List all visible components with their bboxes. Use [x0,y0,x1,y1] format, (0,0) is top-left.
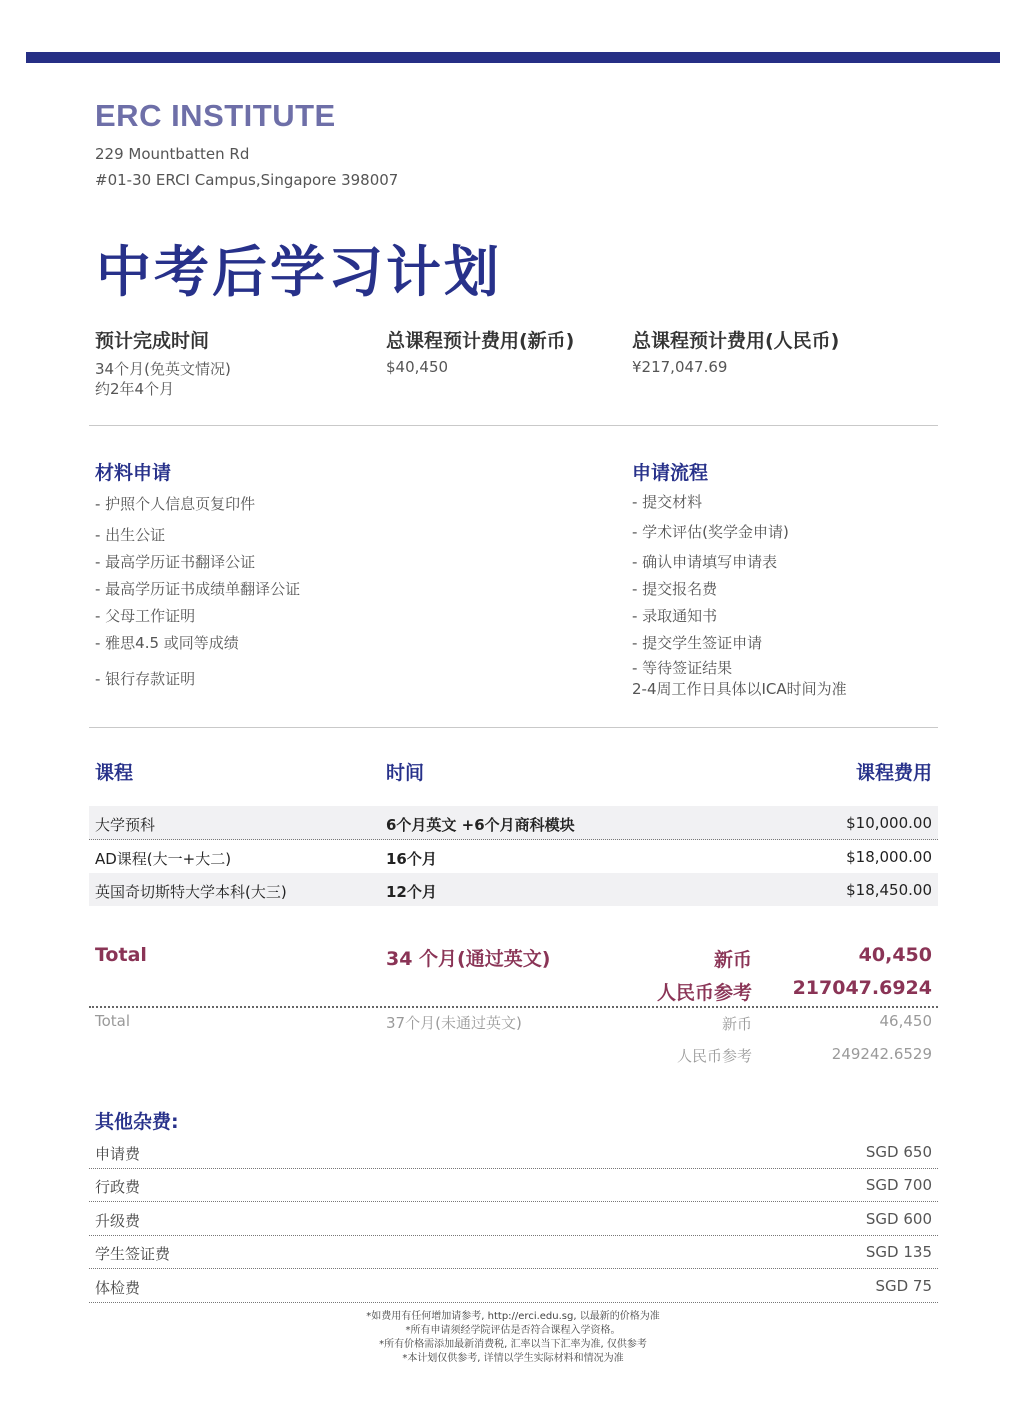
alt-total-label: Total [95,1012,131,1030]
total-sgd-label: 新币 [713,949,752,971]
process-step: - 提交报名费 [632,580,718,598]
misc-fee-amount: SGD 650 [865,1143,932,1161]
page-title: 中考后学习计划 [96,240,503,304]
course-name: AD课程(大一+大二) [95,850,232,868]
institute-name: ERC INSTITUTE [95,98,336,133]
materials-item: - 银行存款证明 [95,670,196,688]
table-row [89,806,938,840]
course-time: 12个月 [386,883,437,901]
rmb-total-value: ¥217,047.69 [632,358,728,376]
duration-label: 预计完成时间 [95,330,210,352]
materials-item: - 护照个人信息页复印件 [95,495,256,513]
misc-fee-row [89,1168,938,1202]
time-column-header: 时间 [386,762,425,784]
course-fee: $18,450.00 [846,881,932,899]
materials-item: - 雅思4.5 或同等成绩 [95,634,239,652]
materials-item: - 出生公证 [95,526,166,544]
alt-total-rmb-value: 249242.6529 [831,1045,932,1063]
misc-fee-row [89,1135,938,1169]
total-duration: 34 个月(通过英文) [386,948,551,970]
sgd-total-label: 总课程预计费用(新币) [386,330,575,352]
process-step: - 录取通知书 [632,607,718,625]
footnote: *本计划仅供参考, 详情以学生实际材料和情况为准 [402,1353,624,1364]
misc-fee-name: 升级费 [95,1212,141,1230]
materials-heading: 材料申请 [95,462,172,484]
misc-fee-amount: SGD 600 [865,1210,932,1228]
course-time: 16个月 [386,850,437,868]
divider [89,727,938,728]
footnote: *所有申请须经学院评估是否符合课程入学资格。 [405,1325,621,1336]
process-step: - 等待签证结果 [632,659,733,677]
total-rmb-value: 217047.6924 [792,977,932,999]
misc-fee-row [89,1269,938,1303]
misc-fee-name: 行政费 [95,1178,141,1196]
footnote: *如费用有任何增加请参考, http://erci.edu.sg, 以最新的价格为准 [366,1311,660,1322]
duration-value: 34个月(免英文情况) [95,360,231,378]
process-step: - 提交材料 [632,493,703,511]
process-note: 2-4周工作日具体以ICA时间为准 [632,680,847,698]
address-line-2: #01-30 ERCI Campus,Singapore 398007 [95,171,399,189]
total-rmb-label: 人民币参考 [656,982,752,1004]
alt-total-sgd-label: 新币 [721,1015,752,1033]
process-step: - 确认申请填写申请表 [632,553,778,571]
misc-fee-amount: SGD 135 [865,1243,932,1261]
misc-fee-amount: SGD 75 [875,1277,932,1295]
table-row [89,873,938,906]
course-fee: $18,000.00 [846,848,932,866]
address-line-1: 229 Mountbatten Rd [95,145,250,163]
course-name: 英国奇切斯特大学本科(大三) [95,883,287,901]
table-row [89,840,938,874]
course-time: 6个月英文 +6个月商科模块 [386,816,575,834]
misc-fee-name: 体检费 [95,1279,141,1297]
total-divider [89,1006,938,1008]
misc-fee-row [89,1235,938,1269]
course-column-header: 课程 [95,762,134,784]
course-name: 大学预科 [95,816,156,834]
process-heading: 申请流程 [632,462,709,484]
materials-item: - 父母工作证明 [95,607,196,625]
divider [89,425,938,426]
materials-item: - 最高学历证书翻译公证 [95,553,256,571]
misc-fee-name: 学生签证费 [95,1245,171,1263]
rmb-total-label: 总课程预计费用(人民币) [632,330,840,352]
misc-fee-name: 申请费 [95,1145,141,1163]
course-fee: $10,000.00 [846,814,932,832]
total-sgd-value: 40,450 [858,944,932,966]
alt-total-sgd-value: 46,450 [879,1012,932,1030]
total-label: Total [95,944,147,966]
materials-item: - 最高学历证书成绩单翻译公证 [95,580,301,598]
misc-fee-amount: SGD 700 [865,1176,932,1194]
top-accent-bar [26,52,1000,63]
duration-value-approx: 约2年4个月 [95,380,175,398]
footnote: *所有价格需添加最新消费税, 汇率以当下汇率为准, 仅供参考 [379,1339,647,1350]
misc-fee-row [89,1202,938,1236]
process-step: - 提交学生签证申请 [632,634,763,652]
fee-column-header: 课程费用 [855,762,932,784]
process-step: - 学术评估(奖学金申请) [632,523,789,541]
misc-fees-heading: 其他杂费: [95,1111,179,1133]
alt-total-rmb-label: 人民币参考 [676,1047,752,1065]
alt-total-duration: 37个月(未通过英文) [386,1014,522,1032]
sgd-total-value: $40,450 [386,358,449,376]
